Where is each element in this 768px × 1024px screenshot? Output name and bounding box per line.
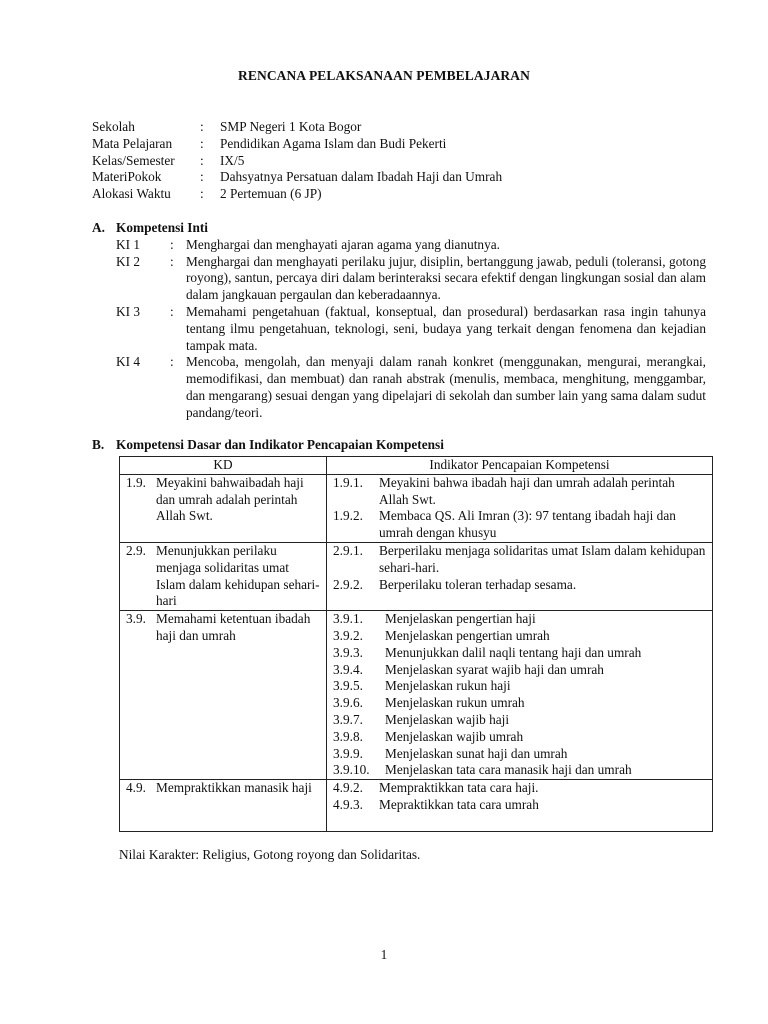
ki-colon: :	[170, 236, 174, 252]
ki-code: KI 3	[116, 303, 141, 319]
page-number: 1	[380, 947, 388, 962]
indicator-number: 3.9.4.	[333, 661, 363, 677]
indicator-text: Menjelaskan pengertian haji	[385, 611, 536, 627]
indicator-text: Mepraktikkan tata cara umrah	[379, 796, 539, 812]
indicator-text: Menjelaskan sunat haji dan umrah	[385, 745, 568, 761]
indicator-number: 3.9.8.	[333, 728, 363, 744]
identity-label: Alokasi Waktu	[92, 186, 171, 202]
indicator-item	[333, 678, 706, 695]
identity-row-material	[92, 169, 502, 186]
indicator-number: 3.9.7.	[333, 711, 363, 727]
indicator-text: Menjelaskan rukun umrah	[385, 695, 525, 711]
indicator-number: 3.9.1.	[333, 611, 363, 627]
identity-value: 2 Pertemuan (6 JP)	[220, 186, 322, 202]
kd-text: Meyakini bahwaibadah haji dan umrah adalah perintah Allah Swt.	[156, 474, 304, 524]
indicator-item	[333, 645, 706, 662]
ki-colon: :	[170, 303, 174, 319]
indicator-number: 3.9.2.	[333, 627, 363, 643]
indicator-number: 1.9.1.	[333, 474, 363, 490]
indicator-number: 3.9.5.	[333, 678, 363, 694]
identity-colon: :	[200, 186, 204, 202]
ki-code: KI 2	[116, 253, 141, 269]
section-kompetensi-inti	[92, 220, 706, 422]
section-kompetensi-dasar-heading	[92, 437, 444, 454]
indicator-item	[333, 746, 706, 763]
identity-label: Kelas/Semester	[92, 152, 175, 168]
indicator-item	[333, 695, 706, 712]
section-letter: B.	[92, 437, 105, 452]
identity-value: Dahsyatnya Persatuan dalam Ibadah Haji dan Umrah	[220, 169, 503, 185]
ki-code: KI 4	[116, 354, 141, 370]
indicator-text: Mempraktikkan tata cara haji.	[379, 780, 539, 796]
ki-item	[116, 237, 706, 254]
identity-value: IX/5	[220, 152, 245, 168]
ki-item	[116, 354, 706, 421]
kd-text: Mempraktikkan manasik haji	[156, 780, 312, 796]
indicator-text: Menjelaskan pengertian umrah	[385, 627, 550, 643]
identity-row-subject	[92, 136, 502, 153]
indicator-item	[333, 508, 706, 542]
identity-value: SMP Negeri 1 Kota Bogor	[220, 119, 362, 134]
document-title: RENCANA PELAKSANAAN PEMBELAJARAN	[238, 68, 530, 83]
indicator-number: 1.9.2.	[333, 508, 363, 524]
ki-colon: :	[170, 354, 174, 370]
ki-text: Memahami pengetahuan (faktual, konseptual, dan prosedural) berdasarkan rasa ingin tahunya tentang ilmu pengetahuan, teknologi, seni, budaya yang terkait dengan fenomena dan kejadian tampak mata.	[186, 303, 706, 353]
kd-cell	[120, 611, 327, 780]
indicator-item	[333, 611, 706, 628]
identity-colon: :	[200, 135, 204, 151]
indicator-text: Membaca QS. Ali Imran (3): 97 tentang ibadah haji dan umrah dengan khusyu	[379, 508, 676, 541]
table-row	[120, 611, 713, 780]
kd-number: 4.9.	[126, 780, 146, 796]
kd-cell	[120, 780, 327, 832]
indicator-text: Menjelaskan rukun haji	[385, 678, 511, 694]
indicator-item	[333, 762, 706, 779]
indicator-number: 3.9.3.	[333, 644, 363, 660]
identity-label: Sekolah	[92, 119, 135, 134]
table-header-kd: KD	[120, 457, 327, 475]
indicator-number: 2.9.1.	[333, 542, 363, 558]
indicator-number: 4.9.3.	[333, 796, 363, 812]
indicator-number: 4.9.2.	[333, 780, 363, 796]
kd-text: Menunjukkan perilaku menjaga solidaritas umat Islam dalam kehidupan sehari-hari	[156, 542, 320, 609]
table-header-indikator: Indikator Pencapaian Kompetensi	[327, 457, 713, 475]
indicator-text: Menunjukkan dalil naqli tentang haji dan umrah	[385, 644, 642, 660]
table-header-row	[120, 457, 713, 475]
identity-row-class	[92, 153, 502, 170]
nilai-karakter: Nilai Karakter: Religius, Gotong royong dan Solidaritas.	[119, 847, 421, 862]
indicator-number: 3.9.6.	[333, 695, 363, 711]
section-letter: A.	[92, 220, 105, 235]
kd-table	[119, 456, 713, 832]
kd-cell	[120, 474, 327, 542]
kd-cell	[120, 542, 327, 610]
indicator-cell	[327, 780, 713, 832]
kd-number: 2.9.	[126, 542, 146, 558]
kd-item	[126, 475, 320, 525]
indicator-item	[333, 543, 706, 577]
indicator-number: 3.9.10.	[333, 762, 370, 778]
indicator-item	[333, 577, 706, 594]
ki-text: Mencoba, mengolah, dan menyaji dalam ranah konkret (menggunakan, mengurai, merangkai, memodifikasi, dan membuat) dan ranah abstrak (menulis, membaca, menghitung, menggambar, dan mengarang) sesuai dengan yang dipelajari di sekolah dan sumber lain yang sama dalam sudut pandang/teori.	[186, 354, 706, 420]
kd-item	[126, 611, 320, 645]
indicator-cell	[327, 542, 713, 610]
indicator-text: Meyakini bahwa ibadah haji dan umrah adalah perintah Allah Swt.	[379, 474, 675, 507]
identity-label: MateriPokok	[92, 169, 162, 185]
section-title: Kompetensi Inti	[116, 220, 208, 235]
identity-colon: :	[200, 169, 204, 185]
indicator-cell	[327, 611, 713, 780]
indicator-number: 2.9.2.	[333, 576, 363, 592]
indicator-text: Menjelaskan wajib umrah	[385, 728, 524, 744]
section-heading	[92, 220, 706, 237]
indicator-item	[333, 729, 706, 746]
indicator-item	[333, 712, 706, 729]
indicator-item	[333, 662, 706, 679]
identity-value: Pendidikan Agama Islam dan Budi Pekerti	[220, 135, 447, 151]
indicator-number: 3.9.9.	[333, 745, 363, 761]
kd-text: Memahami ketentuan ibadah haji dan umrah	[156, 611, 311, 643]
identity-colon: :	[200, 152, 204, 168]
kd-number: 3.9.	[126, 611, 146, 627]
ki-item	[116, 304, 706, 354]
indicator-item	[333, 475, 706, 509]
indicator-text: Menjelaskan syarat wajib haji dan umrah	[385, 661, 604, 677]
table-row	[120, 474, 713, 542]
indicator-item	[333, 780, 706, 797]
kd-item	[126, 780, 320, 797]
identity-row-time	[92, 186, 502, 203]
indicator-item	[333, 628, 706, 645]
indicator-cell	[327, 474, 713, 542]
ki-colon: :	[170, 253, 174, 269]
identity-row-school	[92, 119, 502, 136]
kd-item	[126, 543, 320, 610]
indicator-text: Menjelaskan wajib haji	[385, 711, 510, 727]
indicator-text: Berperilaku menjaga solidaritas umat Islam dalam kehidupan sehari-hari.	[379, 542, 706, 575]
ki-text: Menghargai dan menghayati ajaran agama yang dianutnya.	[186, 236, 500, 252]
identity-block	[92, 119, 502, 203]
ki-code: KI 1	[116, 236, 141, 252]
ki-text: Menghargai dan menghayati perilaku jujur, disiplin, bertanggung jawab, peduli (toleransi, gotong royong), santun, percaya diri dalam berinteraksi secara efektif dengan lingkungan sosial dan alam dalam jangkauan pergaulan dan keberadaannya.	[186, 253, 706, 303]
ki-item	[116, 254, 706, 304]
table-row	[120, 780, 713, 832]
identity-colon: :	[200, 119, 204, 134]
table-row	[120, 542, 713, 610]
identity-label: Mata Pelajaran	[92, 135, 173, 151]
kd-number: 1.9.	[126, 474, 146, 490]
indicator-text: Berperilaku toleran terhadap sesama.	[379, 576, 577, 592]
indicator-item	[333, 797, 706, 814]
section-title: Kompetensi Dasar dan Indikator Pencapaian Kompetensi	[116, 437, 444, 452]
indicator-text: Menjelaskan tata cara manasik haji dan umrah	[385, 762, 632, 778]
